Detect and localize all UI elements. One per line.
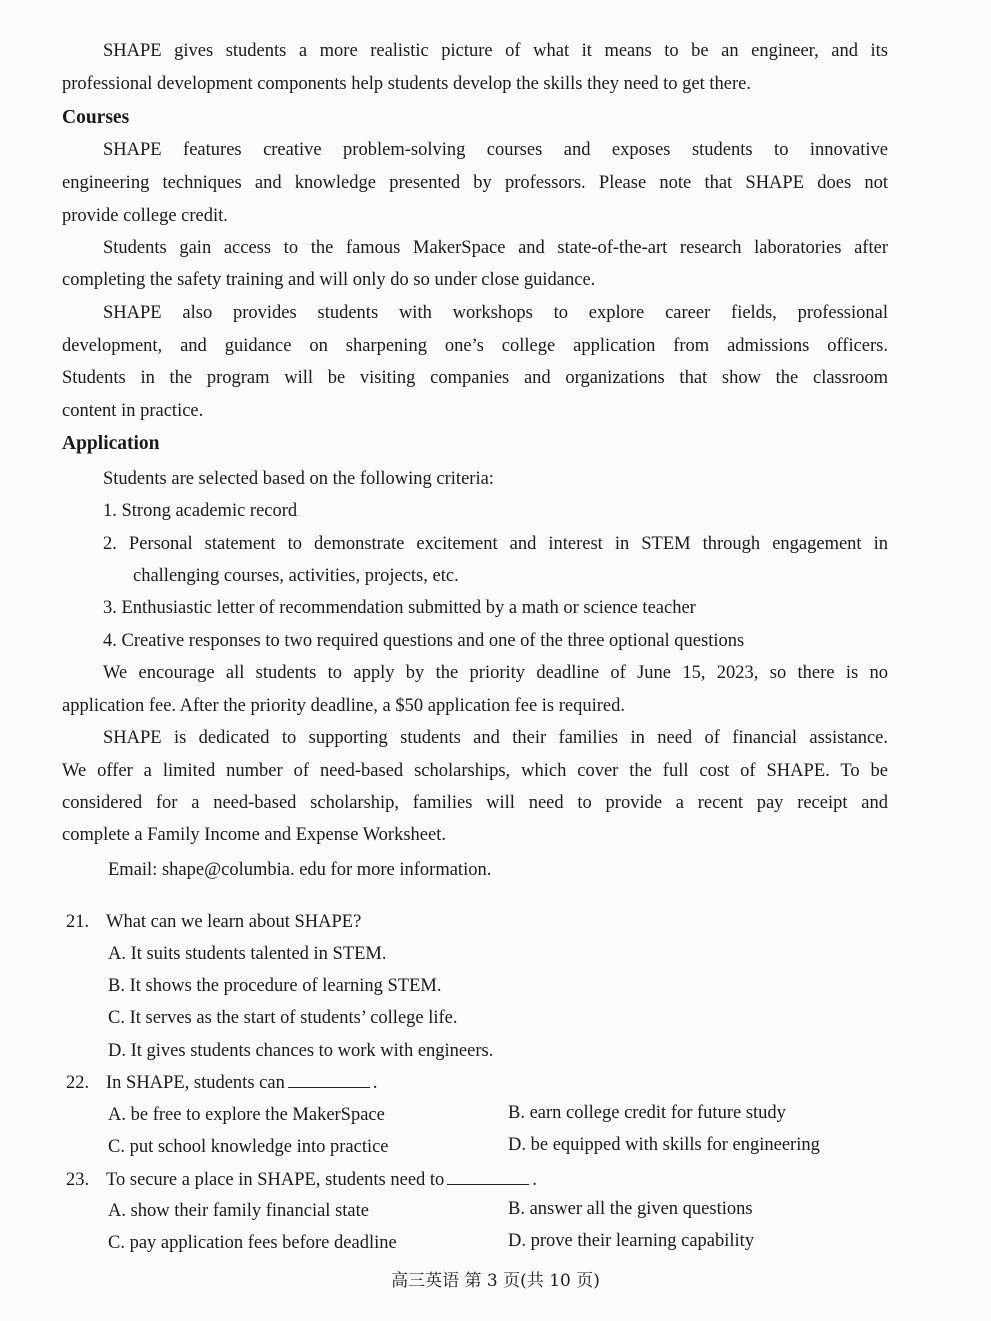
criteria-3: 3. Enthusiastic letter of recommendation submitted by a math or science teacher: [103, 598, 696, 618]
q22-option-a: A. be free to explore the MakerSpace: [108, 1105, 385, 1125]
scholarship-line-4: complete a Family Income and Expense Worksheet.: [62, 825, 446, 845]
scholarship-line-2: We offer a limited number of need-based scholarships, which cover the full cost of SHAPE. To be: [62, 761, 888, 781]
q22-option-c: C. put school knowledge into practice: [108, 1137, 389, 1157]
q21-option-c: C. It serves as the start of students’ college life.: [108, 1008, 458, 1028]
page-footer: 高三英语 第 3 页(共 10 页): [391, 1271, 600, 1291]
q23-option-c: C. pay application fees before deadline: [108, 1233, 397, 1253]
question-number: 23.: [66, 1170, 90, 1190]
courses-p3-line-3: Students in the program will be visiting companies and organizations that show the classroom: [62, 368, 888, 388]
deadline-line-2: application fee. After the priority deadline, a $50 application fee is required.: [62, 696, 626, 716]
question-text: To secure a place in SHAPE, students need to: [106, 1170, 445, 1190]
answer-blank: [447, 1170, 529, 1185]
criteria-4: 4. Creative responses to two required questions and one of the three optional questions: [103, 631, 745, 651]
intro-line-2: professional development components help students develop the skills they need to get there.: [62, 74, 751, 94]
criteria-2-line-2: challenging courses, activities, projects, etc.: [133, 566, 459, 586]
q23-option-d: D. prove their learning capability: [508, 1231, 755, 1251]
question-text: What can we learn about SHAPE?: [106, 912, 362, 932]
courses-p3-line-4: content in practice.: [62, 401, 204, 421]
courses-p2-line-2: completing the safety training and will only do so under close guidance.: [62, 270, 596, 290]
application-heading: Application: [62, 433, 160, 454]
question-end: .: [372, 1073, 378, 1093]
courses-p1-line-1: SHAPE features creative problem-solving courses and exposes students to innovative: [103, 140, 888, 160]
question-end: .: [532, 1170, 537, 1190]
q23-option-b: B. answer all the given questions: [508, 1199, 753, 1219]
courses-heading: Courses: [62, 107, 130, 128]
question-21-stem: [66, 913, 892, 932]
courses-p2-line-1: Students gain access to the famous MakerSpace and state-of-the-art research laboratories after: [103, 238, 888, 258]
contact-email: Email: shape@columbia. edu for more information.: [108, 860, 492, 880]
question-text: In SHAPE, students can: [106, 1073, 285, 1093]
question-23-stem: [66, 1170, 892, 1190]
q23-option-a: A. show their family financial state: [108, 1201, 369, 1221]
courses-p3-line-1: SHAPE also provides students with workshops to explore career fields, professional: [103, 303, 888, 323]
q22-option-b: B. earn college credit for future study: [508, 1103, 786, 1123]
deadline-line-1: We encourage all students to apply by the priority deadline of June 15, 2023, so there is no: [103, 663, 888, 683]
scholarship-line-1: SHAPE is dedicated to supporting students and their families in need of financial assistance.: [103, 728, 888, 748]
intro-line-1: SHAPE gives students a more realistic picture of what it means to be an engineer, and its: [103, 41, 888, 61]
criteria-2-line-1: 2. Personal statement to demonstrate excitement and interest in STEM through engagement in: [103, 534, 888, 554]
courses-p1-line-2: engineering techniques and knowledge presented by professors. Please note that SHAPE does not: [62, 173, 888, 193]
courses-p3-line-2: development, and guidance on sharpening one’s college application from admissions officers.: [62, 336, 888, 356]
q21-option-d: D. It gives students chances to work with engineers.: [108, 1041, 494, 1061]
question-number: 22.: [66, 1073, 90, 1093]
q21-option-b: B. It shows the procedure of learning STEM.: [108, 976, 442, 996]
scholarship-line-3: considered for a need-based scholarship, families will need to provide a recent pay receipt and: [62, 793, 888, 813]
q21-option-a: A. It suits students talented in STEM.: [108, 944, 387, 964]
criteria-1: 1. Strong academic record: [103, 501, 298, 521]
question-22-stem: [66, 1073, 892, 1093]
q22-option-d: D. be equipped with skills for engineering: [508, 1135, 820, 1155]
courses-p1-line-3: provide college credit.: [62, 206, 228, 226]
answer-blank: [288, 1073, 370, 1088]
question-number: 21.: [66, 912, 90, 932]
application-intro: Students are selected based on the following criteria:: [103, 469, 494, 489]
